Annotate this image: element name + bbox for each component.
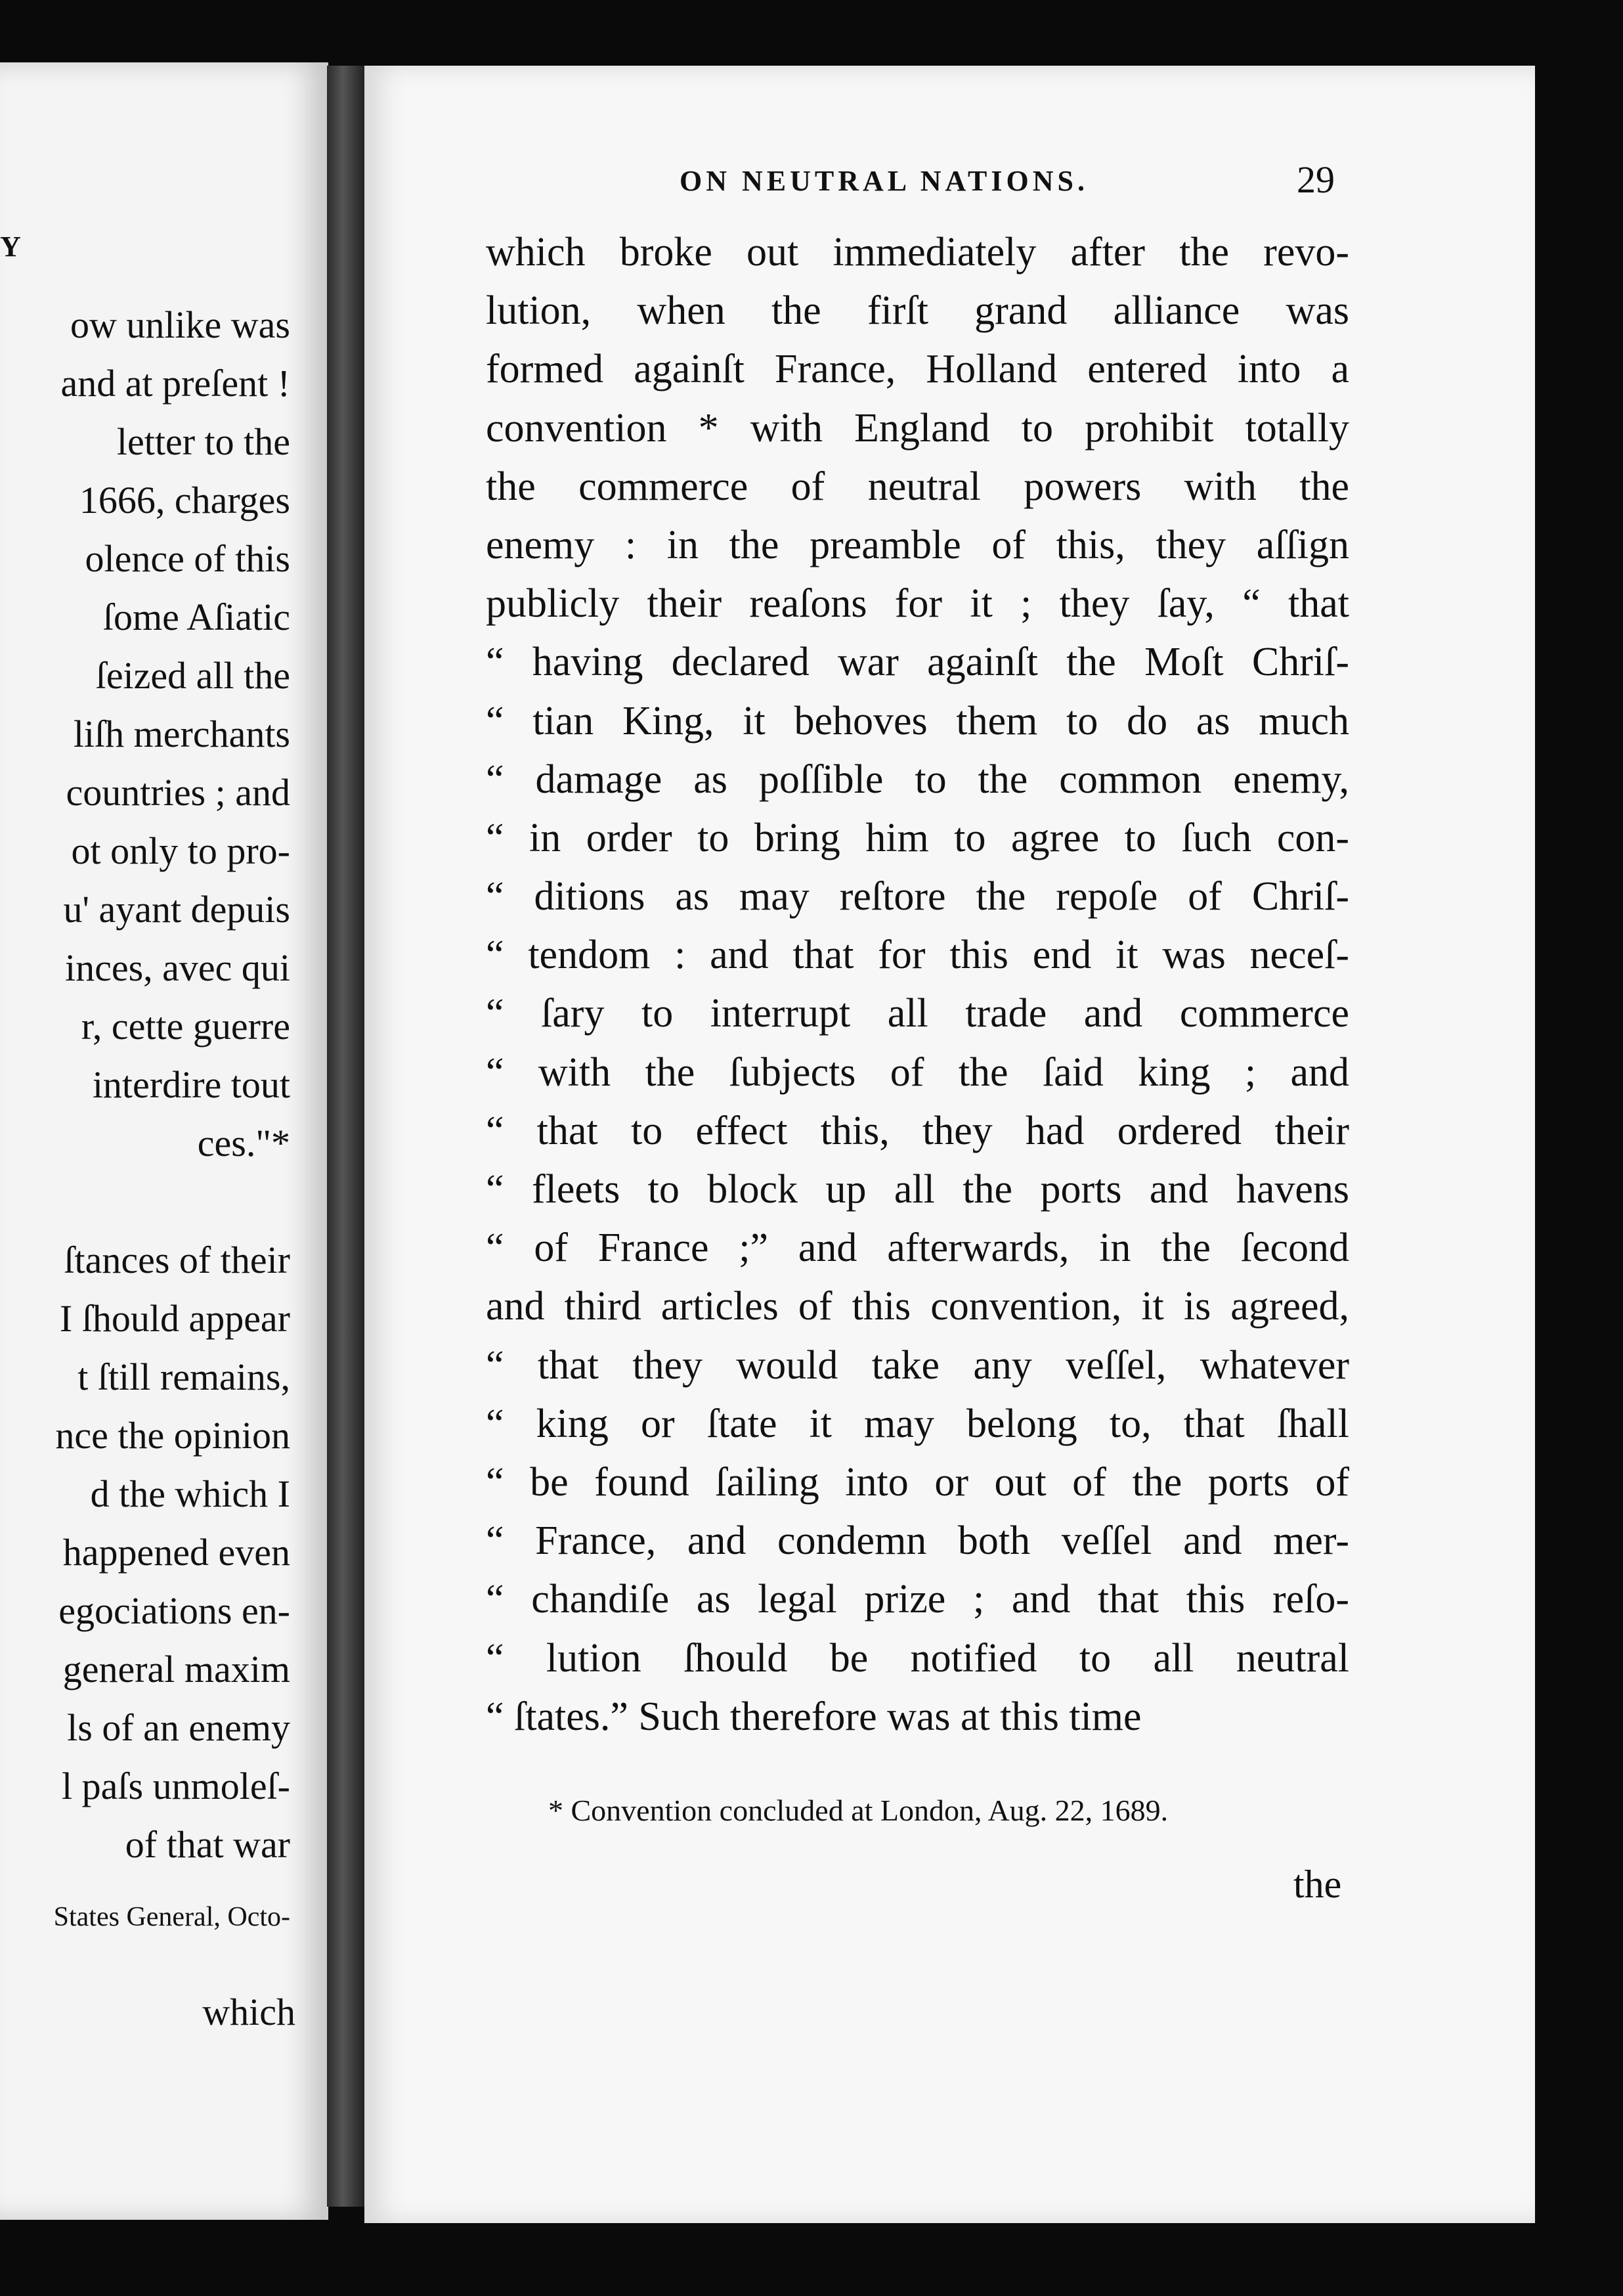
text-line: ls of an enemy bbox=[67, 1706, 290, 1749]
text-line: “ chandiſe as legal prize ; and that this reſo- bbox=[486, 1577, 1349, 1622]
text-line: ces."* bbox=[197, 1122, 290, 1164]
text-line: “ king or ſtate it may belong to, that ſhall bbox=[486, 1401, 1349, 1446]
running-head: ON NEUTRAL NATIONS. bbox=[680, 165, 1089, 197]
text-line: and at preſent ! bbox=[60, 362, 290, 405]
text-line: “ ſtates.” Such therefore was at this time bbox=[486, 1694, 1142, 1739]
text-line: happened even bbox=[62, 1531, 290, 1574]
text-line: and third articles of this convention, it is agreed, bbox=[486, 1284, 1349, 1329]
footnote: * Convention concluded at London, Aug. 22, 1689. bbox=[548, 1794, 1169, 1827]
text-line: “ be found ſailing into or out of the ports of bbox=[486, 1459, 1349, 1505]
left-page-text bbox=[0, 296, 290, 1874]
text-line: “ having declared war againſt the Moſt Chriſ- bbox=[486, 640, 1349, 685]
catchword: the bbox=[1293, 1863, 1342, 1906]
text-line: lution, when the firſt grand alliance was bbox=[486, 288, 1349, 334]
text-line: ow unlike was bbox=[70, 303, 290, 346]
text-line: egociations en- bbox=[58, 1589, 290, 1632]
text-line: “ that to effect this, they had ordered their bbox=[486, 1108, 1349, 1153]
text-line: “ France, and condemn both veſſel and mer- bbox=[486, 1518, 1349, 1564]
text-line: convention * with England to prohibit totally bbox=[486, 405, 1349, 451]
left-page bbox=[0, 62, 328, 2220]
left-catchword: which bbox=[202, 1991, 295, 2033]
text-line: “ in order to bring him to agree to ſuch con- bbox=[486, 815, 1349, 860]
text-line: 1666, charges bbox=[79, 479, 290, 521]
text-line: publicly their reaſons for it ; they ſay, “ that bbox=[486, 581, 1349, 627]
text-line: “ with the ſubjects of the ſaid king ; and bbox=[486, 1049, 1349, 1095]
text-line: “ tendom : and that for this end it was neceſ- bbox=[486, 933, 1349, 978]
text-line: “ damage as poſſible to the common enemy, bbox=[486, 757, 1349, 802]
text-line: “ ditions as may reſtore the repoſe of Chriſ- bbox=[486, 874, 1349, 919]
text-line: “ tian King, it behoves them to do as much bbox=[486, 698, 1349, 743]
left-footnote: States General, Octo- bbox=[53, 1902, 290, 1932]
text-line: olence of this bbox=[85, 537, 290, 580]
text-line: of that war bbox=[125, 1823, 290, 1866]
text-line: “ of France ;” and afterwards, in the ſecond bbox=[486, 1225, 1349, 1271]
text-line: the commerce of neutral powers with the bbox=[486, 464, 1349, 509]
text-line: interdire tout bbox=[92, 1063, 290, 1106]
text-line: which broke out immediately after the revo- bbox=[486, 230, 1349, 275]
book-gutter bbox=[327, 66, 366, 2207]
text-line: ſeized all the bbox=[95, 654, 290, 697]
text-line: general maxim bbox=[62, 1648, 290, 1690]
text-line: formed againſt France, Holland entered into a bbox=[486, 347, 1349, 392]
text-line: “ that they would take any veſſel, whatever bbox=[486, 1342, 1349, 1388]
text-line: ſome Aſiatic bbox=[102, 596, 290, 638]
text-line: “ fleets to block up all the ports and havens bbox=[486, 1167, 1349, 1212]
text-line: d the which I bbox=[90, 1472, 290, 1515]
text-line: countries ; and bbox=[66, 771, 290, 814]
page-number: 29 bbox=[1297, 158, 1335, 201]
text-line: “ lution ſhould be notified to all neutral bbox=[486, 1635, 1349, 1681]
text-line: inces, avec qui bbox=[64, 946, 290, 989]
text-line: liſh merchants bbox=[73, 713, 290, 755]
text-line: letter to the bbox=[116, 420, 290, 463]
text-line: ot only to pro- bbox=[71, 829, 290, 872]
text-line: nce the opinion bbox=[55, 1414, 290, 1457]
text-line: enemy : in the preamble of this, they aſſign bbox=[486, 522, 1349, 567]
text-line: ſtances of their bbox=[64, 1239, 290, 1281]
text-line: r, cette guerre bbox=[81, 1005, 290, 1048]
left-running-head: Y bbox=[0, 231, 24, 263]
text-line: “ ſary to interrupt all trade and commerce bbox=[486, 991, 1349, 1036]
text-line: l paſs unmoleſ- bbox=[62, 1765, 290, 1807]
text-line: t ſtill remains, bbox=[77, 1356, 290, 1398]
text-line bbox=[0, 1172, 290, 1231]
text-line: u' ayant depuis bbox=[63, 888, 290, 931]
right-page bbox=[364, 66, 1535, 2223]
body-text bbox=[486, 223, 1349, 1746]
text-line: I ſhould appear bbox=[59, 1297, 290, 1340]
